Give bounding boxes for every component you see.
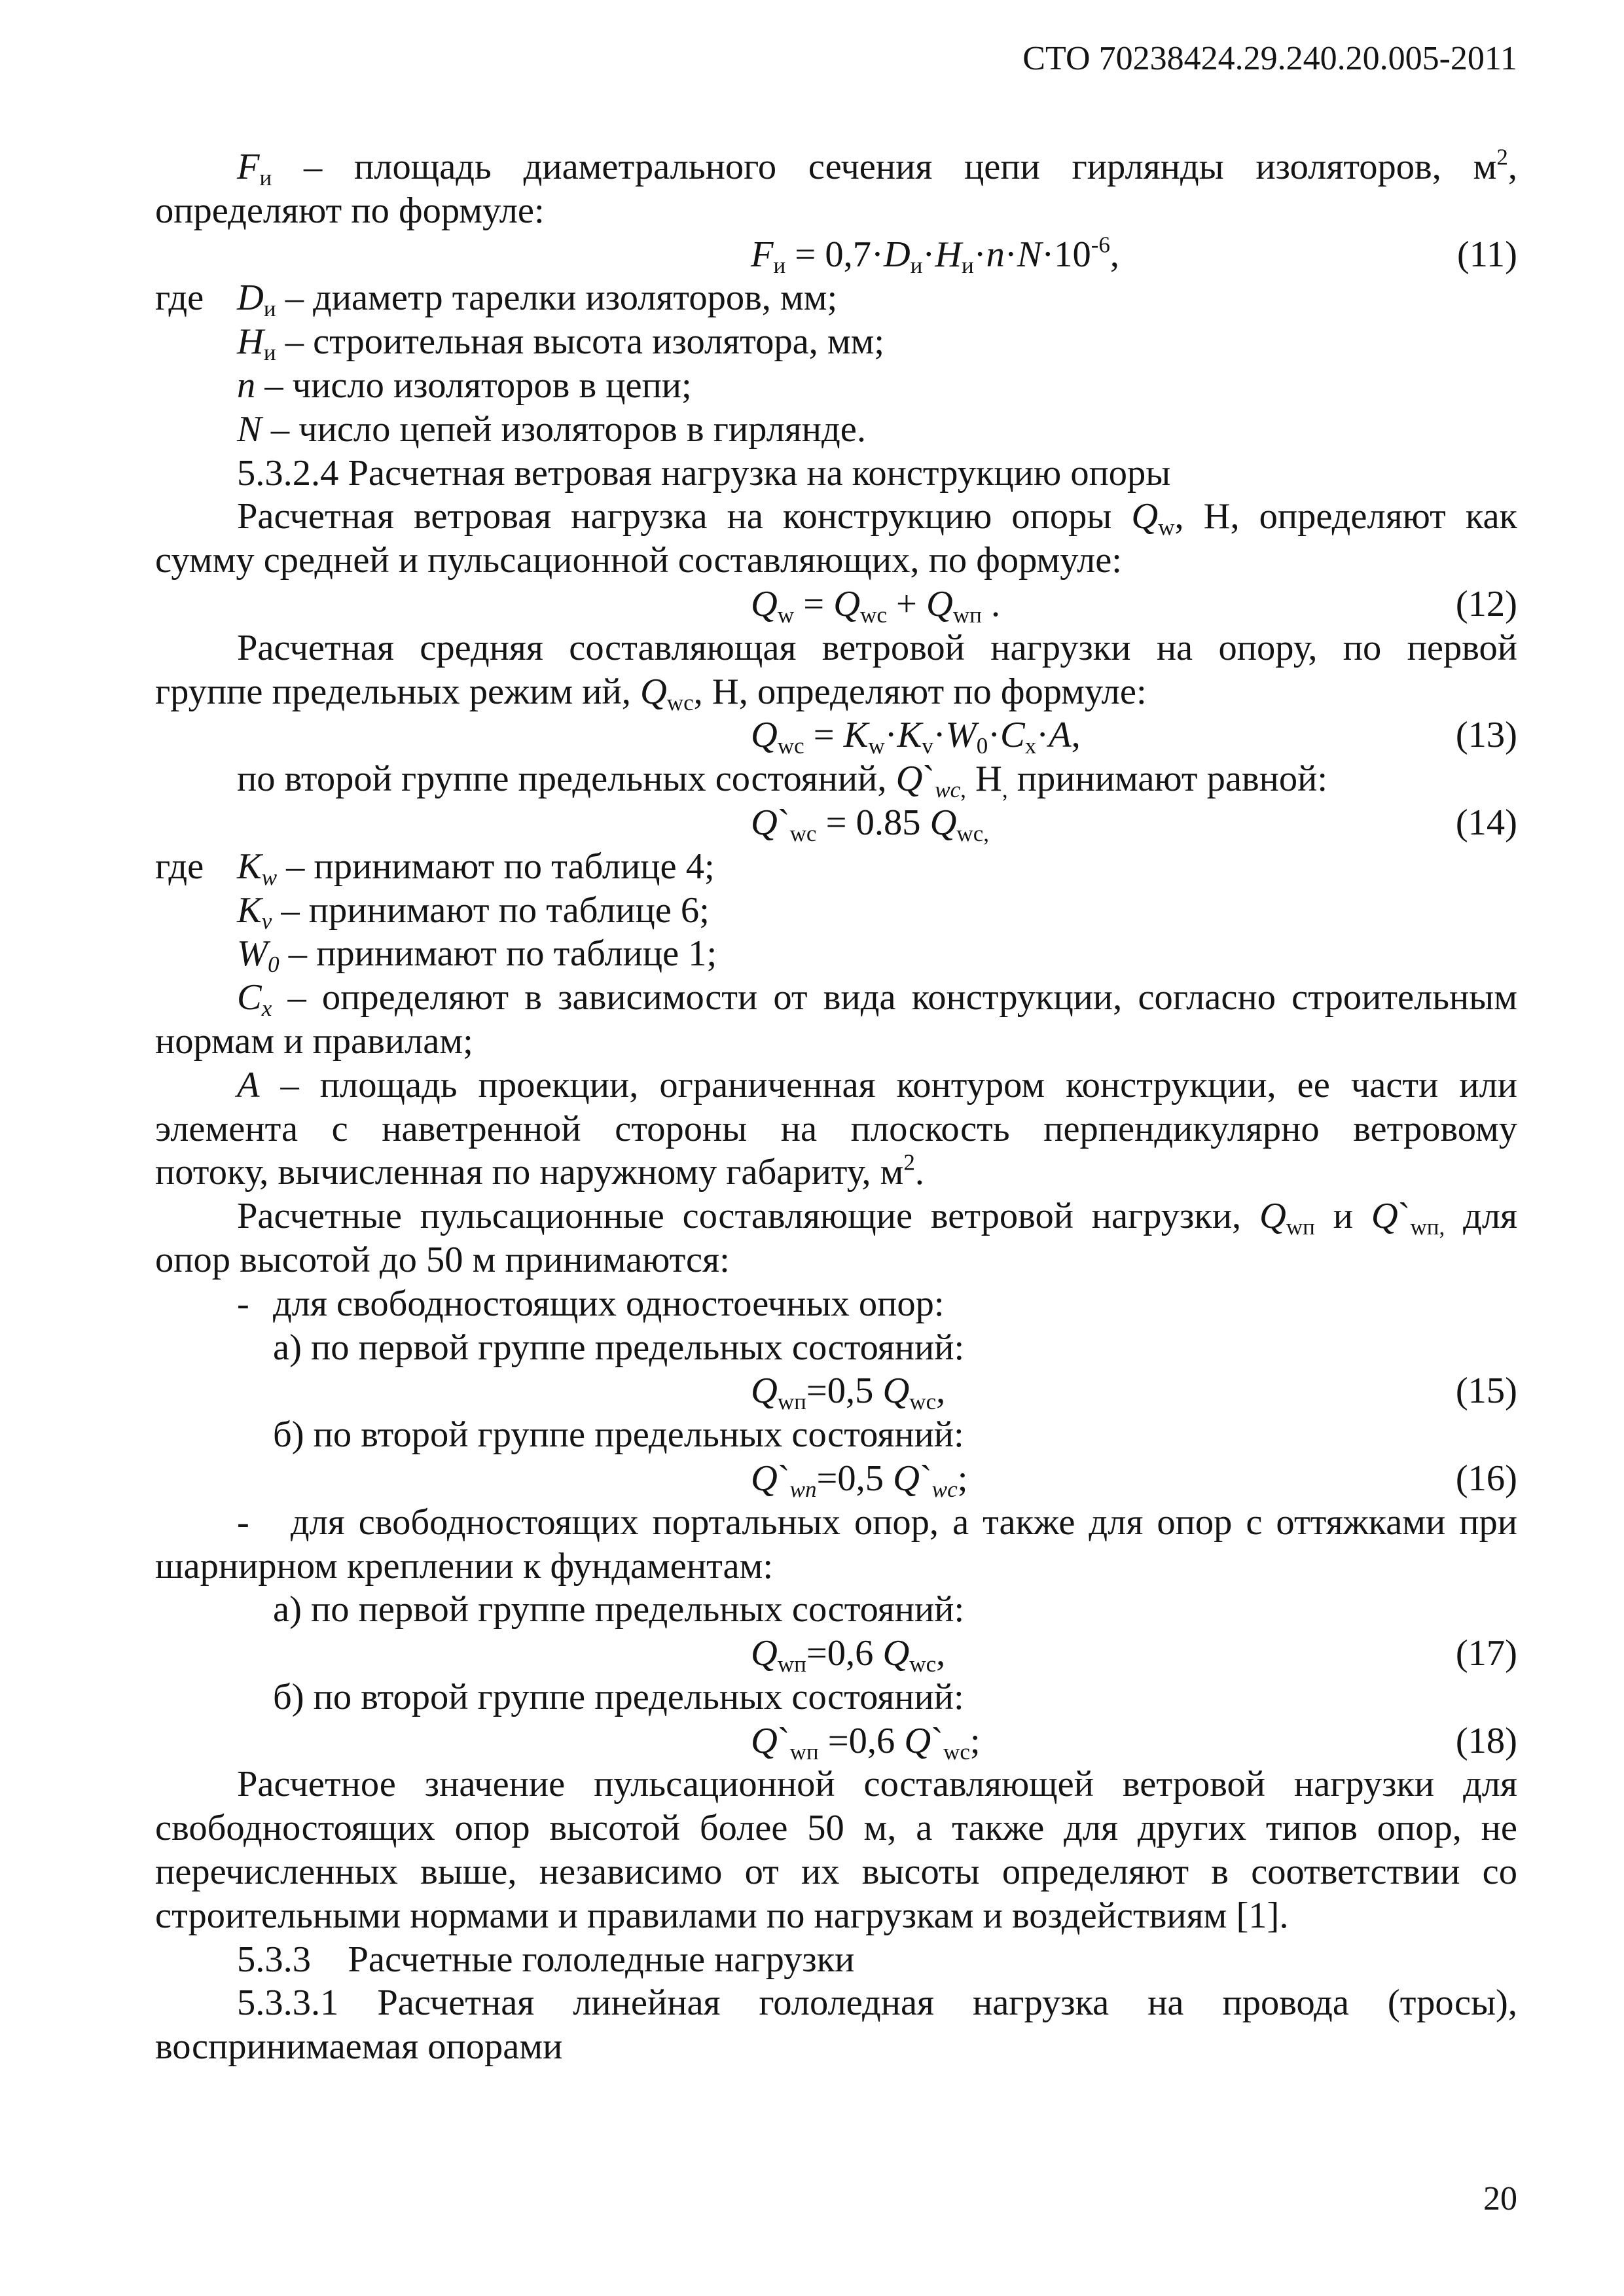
formula-11: $F_и = 0,7\cdot D_и\cdot H_и\cdot n\cdot N\cdot 10^{-6}$, xyxy=(751,231,1119,278)
fi-definition-line-2: определяют по формуле: xyxy=(155,190,545,231)
formula-11-line xyxy=(155,233,1517,277)
formula-13-line xyxy=(155,713,1517,757)
document-body xyxy=(155,145,1517,2069)
formula-16-line xyxy=(155,1457,1517,1501)
a-definition-line-3: потоку, вычисленная по наружному габариту, $м^2$. xyxy=(155,1149,924,1193)
item-b-second-group: б) по второй группе предельных состояний: xyxy=(273,1414,964,1456)
formula-18: $Q`_{wп} =0,6$ $Q`_{wc}$; xyxy=(751,1720,981,1765)
pulse-intro-line-2: опор высотой до 50 м принимаются: xyxy=(155,1239,730,1280)
qw-definition-line-1: Расчетная ветровая нагрузка на конструкцию опоры $Q_w$, Н, определяют как xyxy=(237,496,1517,541)
qw-definition-line-2: сумму средней и пульсационной составляющих, по формуле: xyxy=(155,540,1122,581)
kv-definition: $K_v$ – принимают по таблице 6; xyxy=(237,889,710,934)
bullet-portal-line-1: - для свободностоящих портальных опор, а также для опор с оттяжками при xyxy=(237,1501,1517,1543)
kw-definition: где $K_w$ – принимают по таблице 4; xyxy=(155,846,715,890)
cx-definition-line-2: нормам и правилам; xyxy=(155,1020,473,1062)
equation-number-13: (13) xyxy=(1455,715,1517,756)
item-a-first-group-2: а) по первой группе предельных состояний: xyxy=(273,1589,965,1630)
bullet-portal-line-2: шарнирном креплении к фундаментам: xyxy=(155,1545,774,1587)
formula-15-line xyxy=(155,1369,1517,1413)
formula-15: $Q_{wп}=0,5$ $Q_{wc}$, xyxy=(751,1371,946,1415)
page-number: 20 xyxy=(1483,2180,1517,2217)
qwc-definition-line-1: Расчетная средняя составляющая ветровой нагрузки на опору, по первой xyxy=(237,627,1517,668)
final-paragraph-line-1: Расчетное значение пульсационной составляющей ветровой нагрузки для xyxy=(237,1764,1517,1805)
equation-number-16: (16) xyxy=(1455,1458,1517,1499)
equation-number-15: (15) xyxy=(1455,1371,1517,1412)
final-paragraph-line-4: строительными нормами и правилами по нагрузкам и воздействиям [1]. xyxy=(155,1895,1289,1936)
N-definition: N – число цепей изоляторов в гирлянде. xyxy=(237,408,866,450)
equation-number-17: (17) xyxy=(1455,1633,1517,1674)
formula-16: $Q`_{wn}=0,5$ $Q`_{wc}$; xyxy=(751,1458,968,1502)
a-definition-line-2: элемента с наветренной стороны на плоскость перпендикулярно ветровому xyxy=(155,1108,1517,1149)
section-5-3-2-4-heading: 5.3.2.4 Расчетная ветровая нагрузка на конструкцию опоры xyxy=(237,452,1171,493)
bullet-freestanding-single: - для свободностоящих одностоечных опор: xyxy=(237,1283,945,1324)
equation-number-12: (12) xyxy=(1455,583,1517,624)
second-group-line: по второй группе предельных состояний, $Q`_{wc,}$ $Н_,$ принимают равной: xyxy=(237,759,1328,802)
formula-14-line xyxy=(155,801,1517,845)
cx-definition-line-1: $C_x$ – определяют в зависимости от вида конструкции, согласно строительным xyxy=(237,977,1518,1021)
section-5-3-3-1-line-1: 5.3.3.1 Расчетная линейная гололедная нагрузка на провода (тросы), xyxy=(237,1982,1517,2024)
final-paragraph-line-3: перечисленных выше, независимо от их высоты определяют в соответствии со xyxy=(155,1852,1517,1893)
w0-definition: $W_0$ – принимают по таблице 1; xyxy=(237,933,717,978)
formula-12-line xyxy=(155,583,1517,626)
formula-12: $Q_w = Q_{wc} + Q_{wп}$ . xyxy=(751,583,1001,628)
equation-number-18: (18) xyxy=(1455,1720,1517,1761)
formula-14: $Q`_{wc} = 0.85$ $Q_{wc,}$ xyxy=(751,802,990,846)
section-5-3-3-1-line-2: воспринимаемая опорами xyxy=(155,2026,563,2068)
hi-definition: $H_и$ – строительная высота изолятора, мм; xyxy=(237,321,885,365)
formula-17-line xyxy=(155,1632,1517,1676)
item-a-first-group: а) по первой группе предельных состояний: xyxy=(273,1327,965,1368)
qwc-definition-line-2: группе предельных режим ий, $Q_{wc}$, Н, определяют по формуле: xyxy=(155,671,1147,715)
n-definition: n – число изоляторов в цепи; xyxy=(237,365,692,406)
pulse-intro-line-1: Расчетные пульсационные составляющие ветровой нагрузки, $Q_{wп}$ и $Q`_{wп,}$ для xyxy=(237,1196,1518,1240)
a-definition-line-1: A – площадь проекции, ограниченная контуром конструкции, ее части или xyxy=(237,1064,1517,1105)
formula-13: $Q_{wc} = K_w\cdot K_v\cdot W_0\cdot C_x\cdot A$, xyxy=(751,715,1081,759)
fi-definition-line-1: $F_и$ – площадь диаметрального сечения цепи гирлянды изоляторов, $м^2$, xyxy=(237,144,1517,190)
document-code-header: СТО 70238424.29.240.20.005-2011 xyxy=(1022,40,1517,77)
formula-18-line xyxy=(155,1719,1517,1763)
item-b-second-group-2: б) по второй группе предельных состояний: xyxy=(273,1676,964,1717)
equation-number-14: (14) xyxy=(1455,802,1517,843)
equation-number-11: (11) xyxy=(1456,234,1517,275)
di-definition: где $D_и$ – диаметр тарелки изоляторов, мм; xyxy=(155,278,838,322)
section-5-3-3-heading: 5.3.3 Расчетные гололедные нагрузки xyxy=(237,1939,855,1980)
final-paragraph-line-2: свободностоящих опор высотой более 50 м, а также для других типов опор, не xyxy=(155,1808,1517,1849)
formula-17: $Q_{wп}=0,6$ $Q_{wc}$, xyxy=(751,1633,946,1677)
